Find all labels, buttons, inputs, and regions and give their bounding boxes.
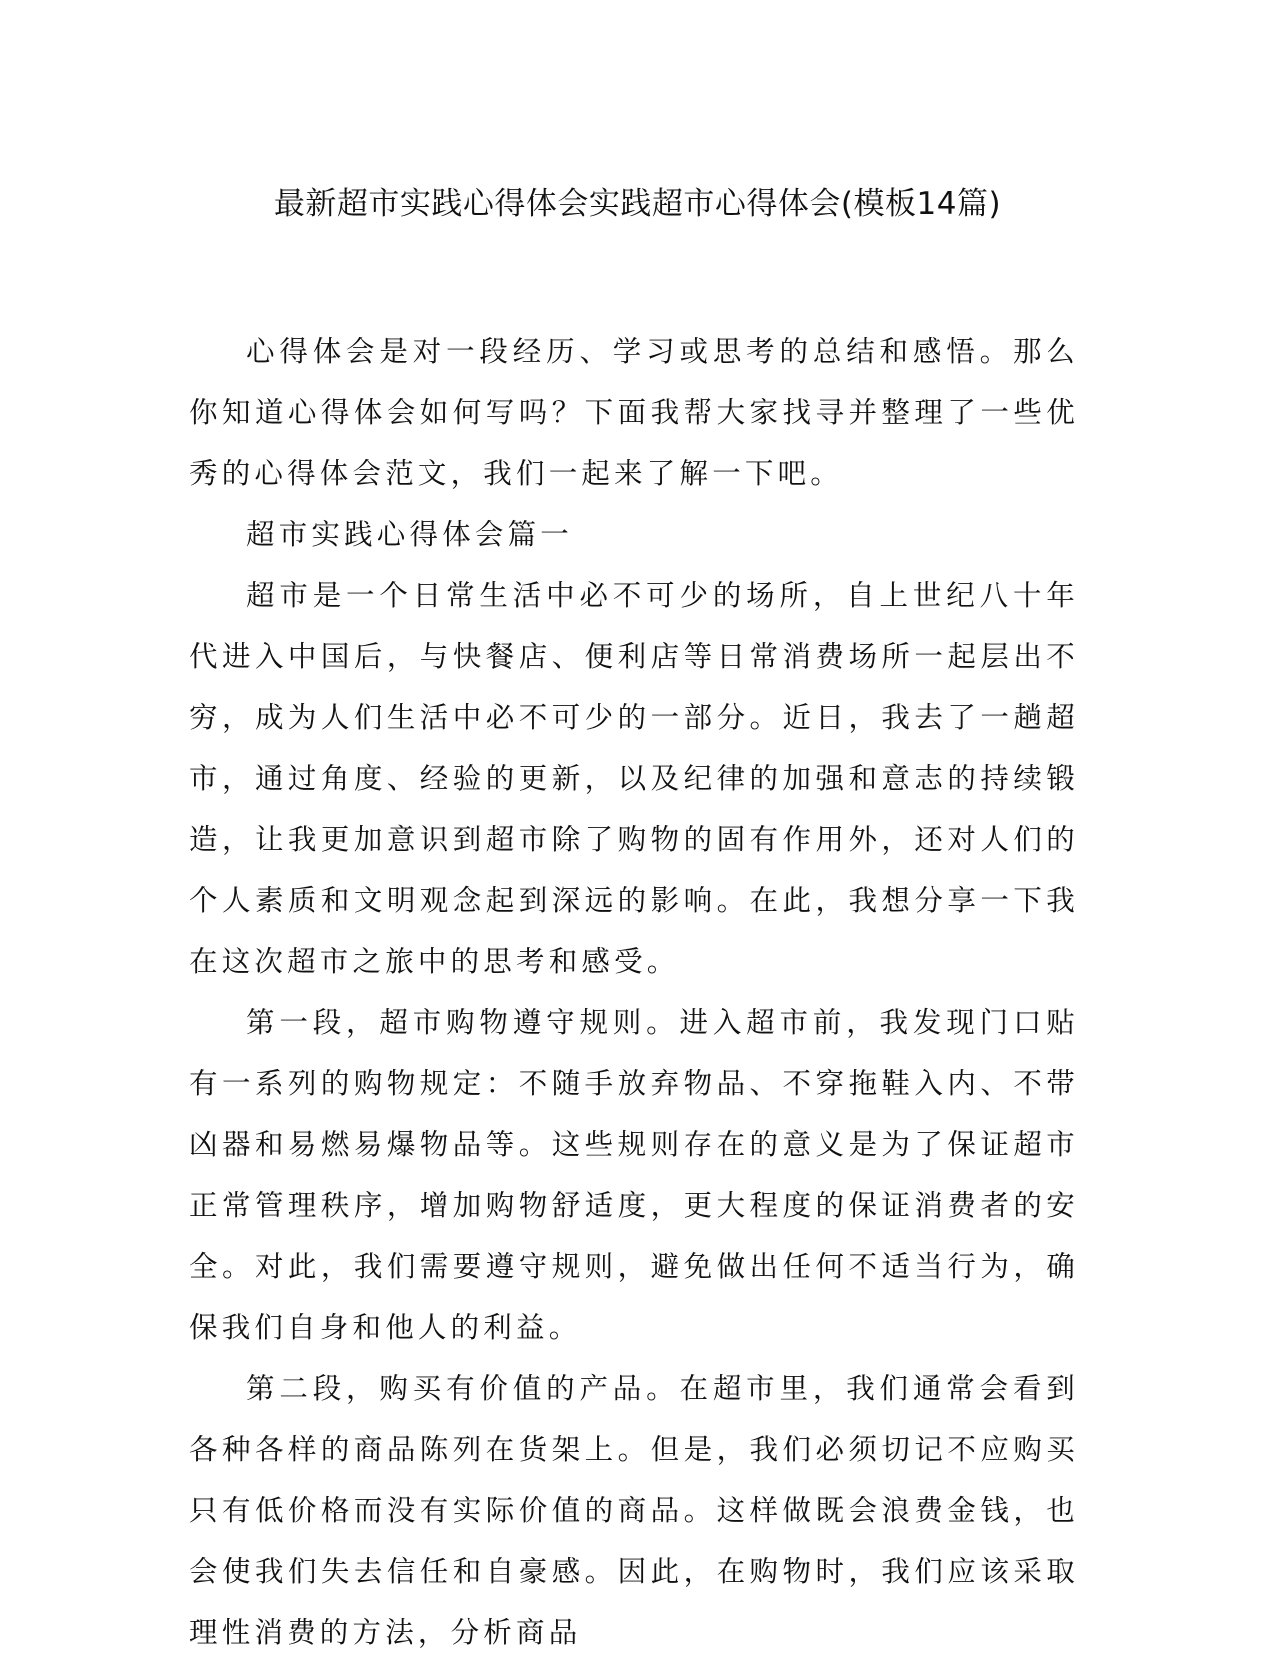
- section-heading: 超市实践心得体会篇一: [246, 518, 574, 551]
- body-paragraph: 超市是一个日常生活中必不可少的场所，自上世纪八十年代进入中国后，与快餐店、便利店等日常消费场所一起层出不穷，成为人们生活中必不可少的一部分。近日，我去了一趟超市，通过角度、经验的更新，以及纪律的加强和意志的持续锻造，让我更加意识到超市除了购物的固有作用外，还对人们的个人素质和文明观念起到深远的影响。在此，我想分享一下我在这次超市之旅中的思考和感受。: [189, 579, 1079, 978]
- document-body: [189, 321, 1079, 1663]
- body-paragraph: 第二段，购买有价值的产品。在超市里，我们通常会看到各种各样的商品陈列在货架上。但是，我们必须切记不应购买只有低价格而没有实际价值的商品。这样做既会浪费金钱，也会使我们失去信任和自豪感。因此，在购物时，我们应该采取理性消费的方法，分析商品: [189, 1372, 1079, 1649]
- intro-paragraph: 心得体会是对一段经历、学习或思考的总结和感悟。那么你知道心得体会如何写吗？下面我帮大家找寻并整理了一些优秀的心得体会范文，我们一起来了解一下吧。: [189, 335, 1079, 490]
- body-paragraph: 第一段，超市购物遵守规则。进入超市前，我发现门口贴有一系列的购物规定：不随手放弃物品、不穿拖鞋入内、不带凶器和易燃易爆物品等。这些规则存在的意义是为了保证超市正常管理秩序，增加购物舒适度，更大程度的保证消费者的安全。对此，我们需要遵守规则，避免做出任何不适当行为，确保我们自身和他人的利益。: [189, 1006, 1079, 1344]
- document-title: 最新超市实践心得体会实践超市心得体会(模板14篇): [273, 186, 1002, 222]
